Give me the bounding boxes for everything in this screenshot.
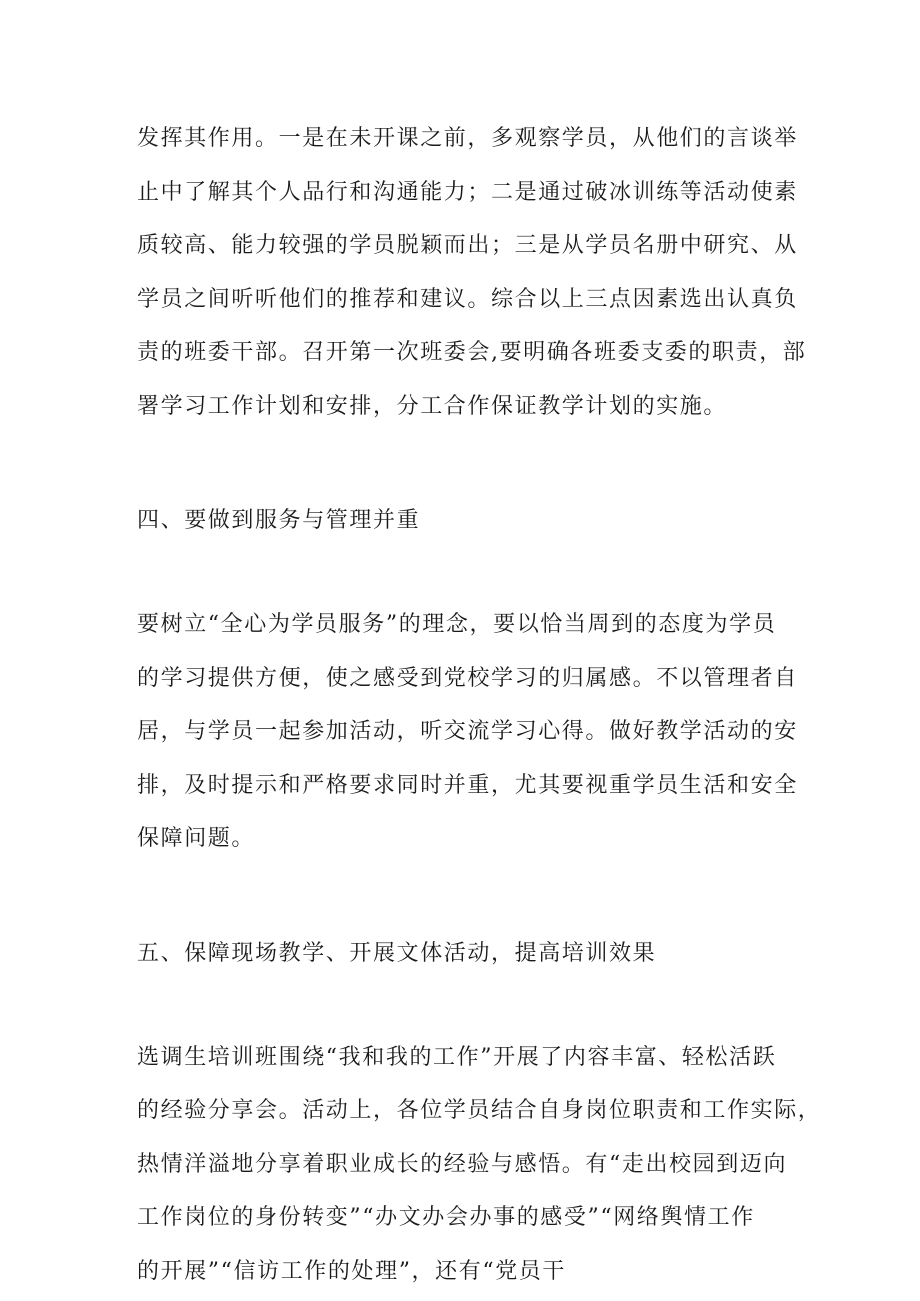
paragraph-line: 责的班委干部。召开第一次班委会,要明确各班委支委的职责，部 [137,340,807,365]
paragraph-line: 署学习工作计划和安排，分工合作保证教学计划的实施。 [137,394,728,419]
paragraph-line: 质较高、能力较强的学员脱颖而出；三是从学员名册中研究、从 [137,233,798,258]
section-heading: 四、要做到服务与管理并重 [137,508,421,533]
paragraph-line: 学员之间听听他们的推荐和建议。综合以上三点因素选出认真负 [137,287,798,312]
paragraph-line: 的学习提供方便，使之感受到党校学习的归属感。不以管理者自 [137,666,798,691]
paragraph-line: 居，与学员一起参加活动，听交流学习心得。做好教学活动的安 [137,719,798,744]
paragraph-line: 的经验分享会。活动上，各位学员结合自身岗位职责和工作实际， [137,1098,822,1123]
paragraph-line: 选调生培训班围绕“我和我的工作”开展了内容丰富、轻松活跃 [137,1045,777,1070]
paragraph-line: 热情洋溢地分享着职业成长的经验与感悟。有“走出校园到迈向 [137,1152,788,1177]
paragraph-line: 止中了解其个人品行和沟通能力；二是通过破冰训练等活动使素 [137,180,798,205]
paragraph-line: 的开展”“信访工作的处理”，还有“党员干 [137,1259,566,1284]
paragraph-line: 保障问题。 [137,826,256,851]
paragraph-line: 发挥其作用。一是在未开课之前，多观察学员，从他们的言谈举 [137,126,798,151]
section-heading: 五、保障现场教学、开展文体活动，提高培训效果 [137,941,657,966]
paragraph-line: 工作岗位的身份转变”“办文办会办事的感受”“网络舆情工作 [137,1205,755,1230]
paragraph-line: 要树立“全心为学员服务”的理念，要以恰当周到的态度为学员 [137,612,777,637]
paragraph-line: 排，及时提示和严格要求同时并重，尤其要视重学员生活和安全 [137,773,798,798]
